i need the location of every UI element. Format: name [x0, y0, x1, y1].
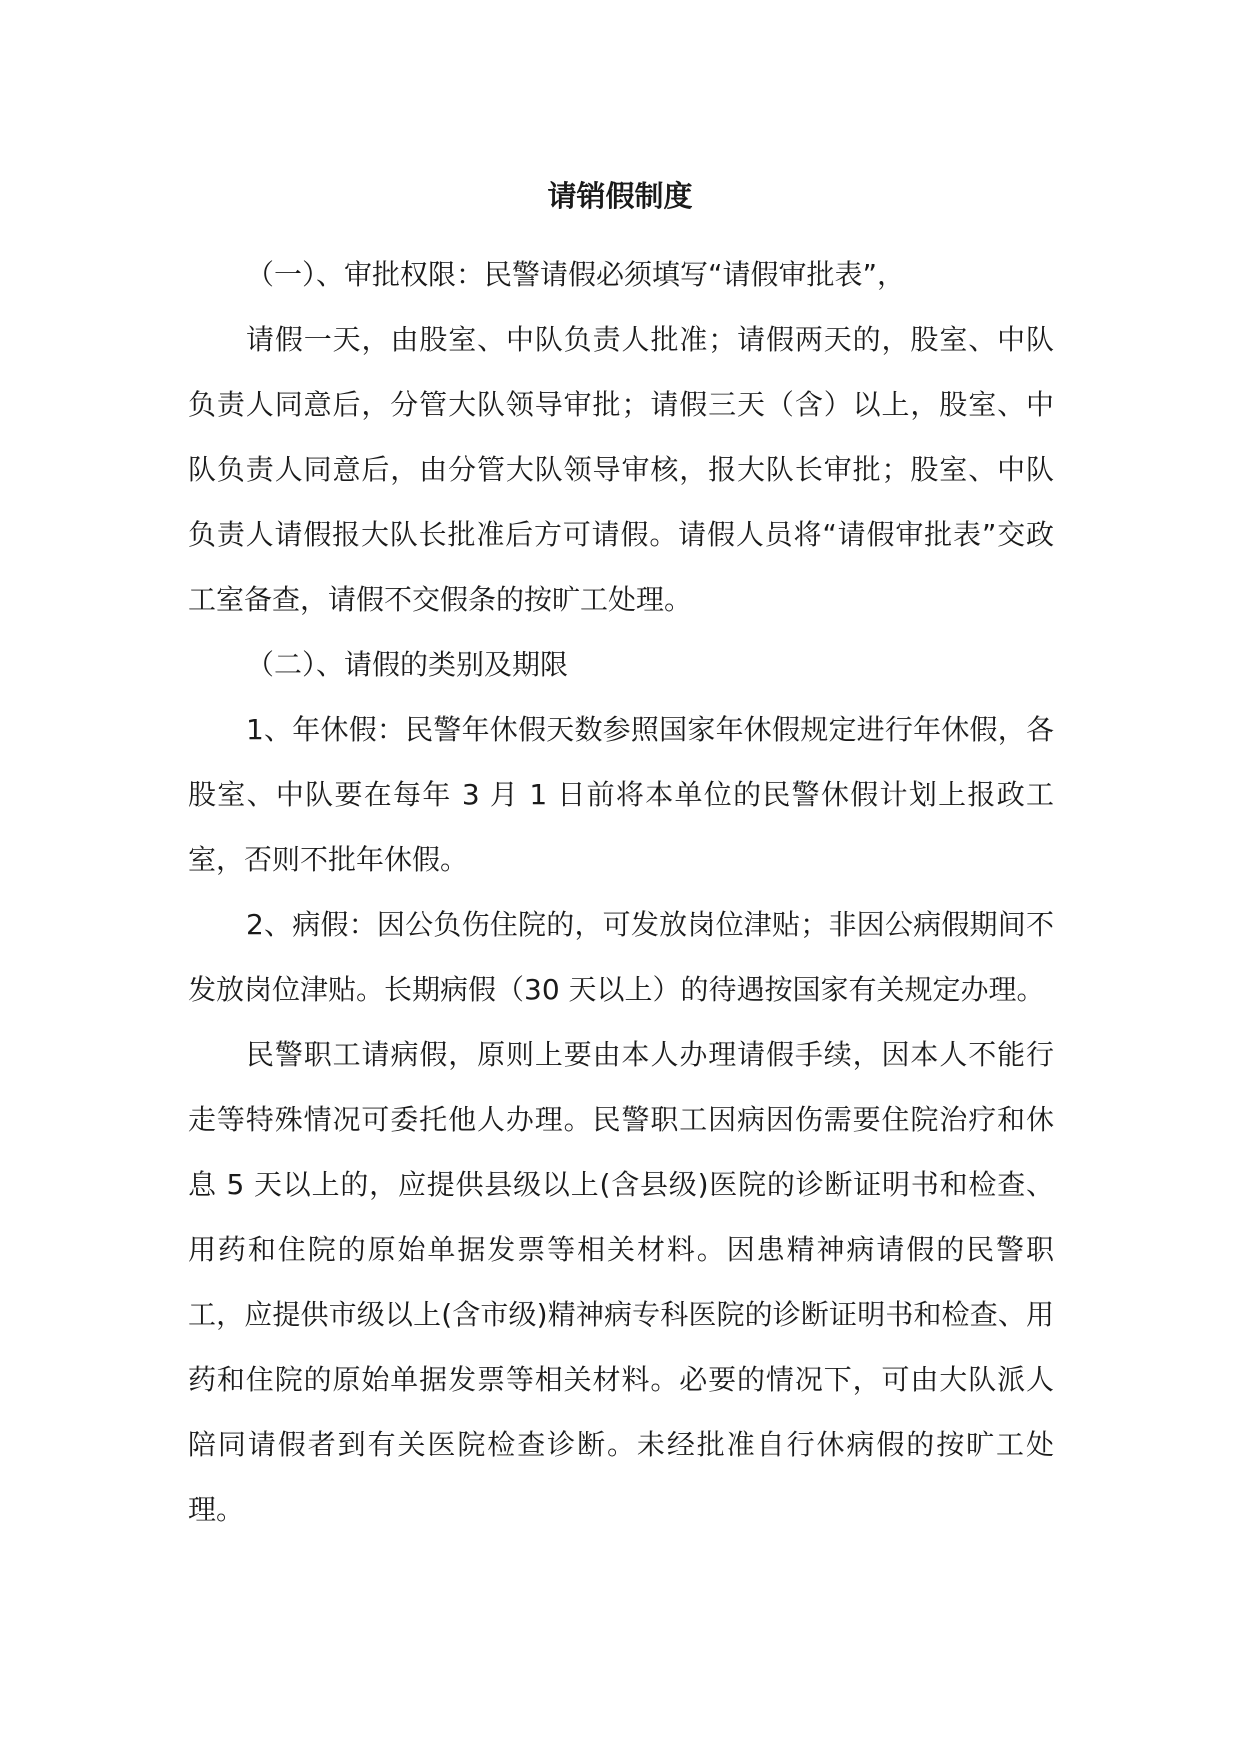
paragraph-approval-rules: 请假一天，由股室、中队负责人批准；请假两天的，股室、中队负责人同意后，分管大队领导审批；请假三天（含）以上，股室、中队负责人同意后，由分管大队领导审核，报大队长审批；股室、中队负责人请假报大队长批准后方可请假。请假人员将“请假审批表”交政工室备查，请假不交假条的按旷工处理。 — [188, 323, 1054, 616]
paragraph-leave-types-heading: （二）、请假的类别及期限 — [246, 648, 569, 681]
paragraph-sick-leave: 2、病假：因公负伤住院的，可发放岗位津贴；非因公病假期间不发放岗位津贴。长期病假（30 天以上）的待遇按国家有关规定办理。 — [188, 908, 1054, 1006]
paragraph-annual-leave: 1、年休假：民警年休假天数参照国家年休假规定进行年休假，各股室、中队要在每年 3 月 1 日前将本单位的民警休假计划上报政工室，否则不批年休假。 — [188, 713, 1054, 876]
document-title: 请销假制度 — [547, 179, 693, 213]
paragraph-approval-authority: （一）、审批权限：民警请假必须填写“请假审批表”， — [246, 258, 906, 291]
document-body — [188, 242, 1054, 1542]
paragraph-sick-leave-procedure: 民警职工请病假，原则上要由本人办理请假手续，因本人不能行走等特殊情况可委托他人办理。民警职工因病因伤需要住院治疗和休息 5 天以上的，应提供县级以上(含县级)医院的诊断证明书和检查、用药和住院的原始单据发票等相关材料。因患精神病请假的民警职工，应提供市级以上(含市级)精神病专科医院的诊断证明书和检查、用药和住院的原始单据发票等相关材料。必要的情况下，可由大队派人陪同请假者到有关医院检查诊断。未经批准自行休病假的按旷工处理。 — [188, 1038, 1054, 1526]
